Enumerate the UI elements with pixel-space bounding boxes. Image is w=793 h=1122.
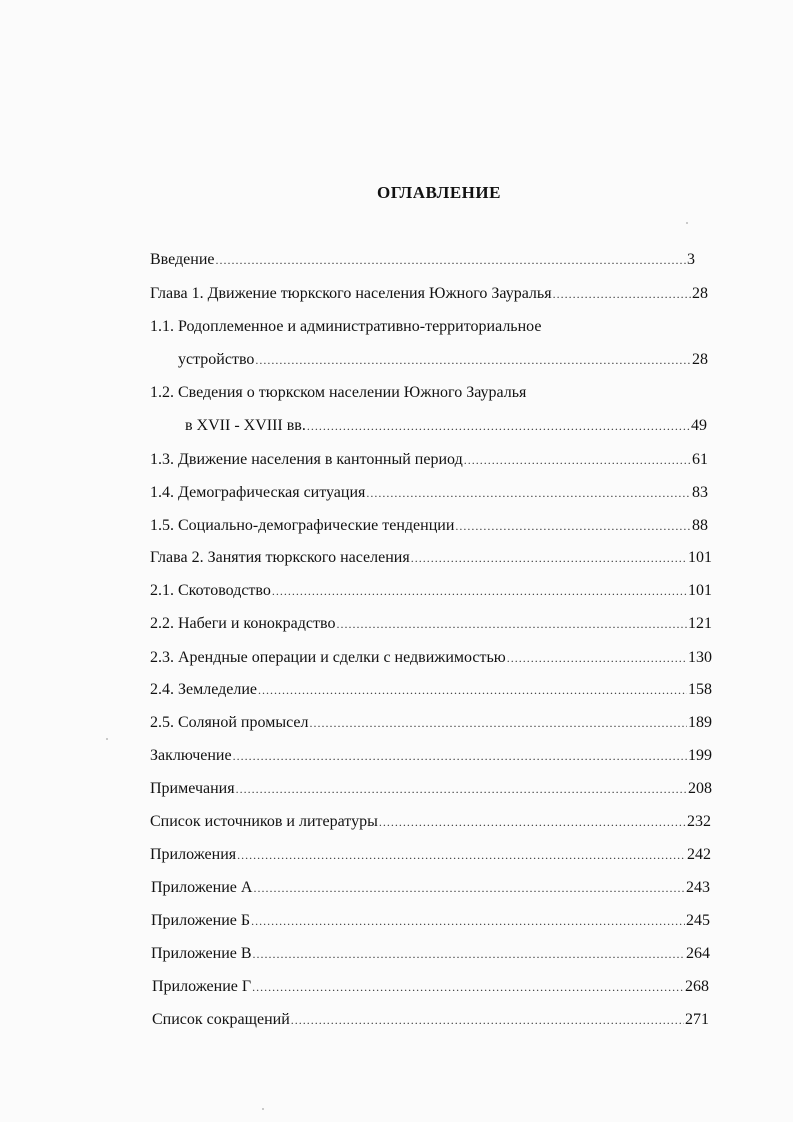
scan-speck: [262, 1108, 264, 1110]
toc-entry-page: 242: [687, 846, 711, 863]
page-title: ОГЛАВЛЕНИЕ: [377, 183, 501, 202]
toc-dot-leader: [553, 284, 691, 304]
toc-entry-label: Список сокращений: [152, 1011, 290, 1028]
toc-dot-leader: [258, 680, 687, 700]
toc-entry-1-5: [150, 516, 708, 536]
toc-entry-label: 1.4. Демографическая ситуация: [150, 484, 366, 501]
toc-entry-label: 1.1. Родоплеменное и административно-территориальное: [150, 318, 542, 335]
toc-entry-label: Глава 2. Занятия тюркского населения: [150, 549, 410, 566]
scan-speck: [686, 222, 688, 224]
toc-entry-2-3: [150, 648, 712, 668]
toc-entry-label: 2.1. Скотоводство: [150, 582, 271, 599]
toc-dot-leader: [253, 878, 685, 898]
toc-dot-leader: [307, 416, 690, 436]
toc-entry-1-1-line2: [178, 350, 708, 370]
toc-dot-leader: [379, 812, 686, 832]
toc-entry-sources: [150, 812, 711, 832]
toc-entry-page: 101: [688, 549, 712, 566]
toc-dot-leader: [253, 944, 685, 964]
toc-entry-2-2: [150, 614, 712, 634]
toc-entry-label: Приложение Б: [151, 912, 251, 929]
toc-entry-appendix-v: [151, 944, 710, 964]
toc-entry-label: 2.4. Земледелие: [150, 681, 258, 698]
toc-entry-notes: [150, 779, 712, 799]
toc-entry-1-3: [150, 450, 708, 470]
toc-entry-label: Заключение: [150, 747, 232, 764]
toc-entry-label: 2.2. Набеги и конокрадство: [150, 615, 336, 632]
toc-entry-label: 1.2. Сведения о тюркском населении Южного Зауралья: [150, 384, 527, 401]
toc-entry-label: 1.5. Социально-демографические тенденции: [150, 517, 455, 534]
toc-entry-2-4: [150, 680, 712, 700]
toc-dot-leader: [309, 713, 687, 733]
toc-entry-introduction: [150, 250, 695, 270]
toc-dot-leader: [336, 614, 687, 634]
toc-dot-leader: [233, 746, 687, 766]
toc-entry-label: 1.3. Движение населения в кантонный период: [150, 451, 463, 468]
toc-entry-page: 101: [688, 582, 712, 599]
toc-entry-1-1-line1: [150, 317, 710, 337]
toc-entry-page: 130: [688, 649, 712, 666]
toc-dot-leader: [366, 483, 691, 503]
toc-entry-page: 3: [687, 251, 695, 268]
toc-dot-leader: [216, 250, 687, 270]
toc-entry-page: 28: [692, 351, 708, 368]
toc-entry-1-4: [150, 483, 708, 503]
toc-dot-leader: [251, 911, 685, 931]
toc-dot-leader: [411, 548, 687, 568]
toc-entry-label: Приложение В: [151, 945, 252, 962]
toc-entry-label: Приложение Г: [152, 978, 252, 995]
toc-dot-leader: [236, 779, 687, 799]
toc-entry-chapter-2: [150, 548, 712, 568]
toc-dot-leader: [252, 977, 684, 997]
toc-entry-abbreviations: [152, 1010, 709, 1030]
toc-entry-appendix-g: [152, 977, 709, 997]
toc-entry-page: 232: [687, 813, 711, 830]
toc-entry-page: 121: [688, 615, 712, 632]
toc-dot-leader: [255, 350, 691, 370]
toc-entry-label: Приложение А: [151, 879, 253, 896]
toc-entry-label: Приложения: [150, 846, 237, 863]
toc-dot-leader: [464, 450, 691, 470]
toc-entry-2-1: [150, 581, 712, 601]
toc-entry-page: 245: [686, 912, 710, 929]
toc-entry-page: 28: [692, 285, 708, 302]
toc-entry-appendix-a: [151, 878, 710, 898]
toc-entry-page: 61: [692, 451, 708, 468]
toc-entry-page: 158: [688, 681, 712, 698]
toc-entry-label: Введение: [150, 251, 215, 268]
toc-entry-page: 268: [685, 978, 709, 995]
toc-entry-appendices: [150, 845, 711, 865]
toc-entry-page: 208: [688, 780, 712, 797]
toc-entry-page: 264: [686, 945, 710, 962]
toc-entry-label: Примечания: [150, 780, 235, 797]
toc-entry-page: 49: [691, 417, 707, 434]
toc-entry-label: 2.5. Соляной промысел: [150, 714, 309, 731]
toc-entry-page: 199: [688, 747, 712, 764]
toc-dot-leader: [272, 581, 687, 601]
toc-entry-page: 83: [692, 484, 708, 501]
toc-dot-leader: [455, 516, 691, 536]
toc-entry-label: устройство: [178, 351, 255, 368]
toc-entry-appendix-b: [151, 911, 710, 931]
toc-entry-label: Список источников и литературы: [150, 813, 378, 830]
toc-entry-conclusion: [150, 746, 712, 766]
toc-entry-1-2-line1: [150, 383, 710, 403]
toc-entry-page: 243: [686, 879, 710, 896]
toc-entry-label: 2.3. Арендные операции и сделки с недвижимостью: [150, 649, 506, 666]
toc-entry-label: в XVII - XVIII вв.: [185, 417, 306, 434]
toc-dot-leader: [507, 648, 687, 668]
toc-entry-label: Глава 1. Движение тюркского населения Южного Зауралья: [150, 285, 552, 302]
toc-entry-1-2-line2: [185, 416, 707, 436]
toc-entry-chapter-1: [150, 284, 708, 304]
toc-dot-leader: [237, 845, 686, 865]
scan-speck: [106, 738, 108, 740]
toc-dot-leader: [291, 1010, 684, 1030]
toc-entry-page: 189: [688, 714, 712, 731]
toc-entry-2-5: [150, 713, 712, 733]
toc-entry-page: 88: [692, 517, 708, 534]
toc-entry-page: 271: [685, 1011, 709, 1028]
